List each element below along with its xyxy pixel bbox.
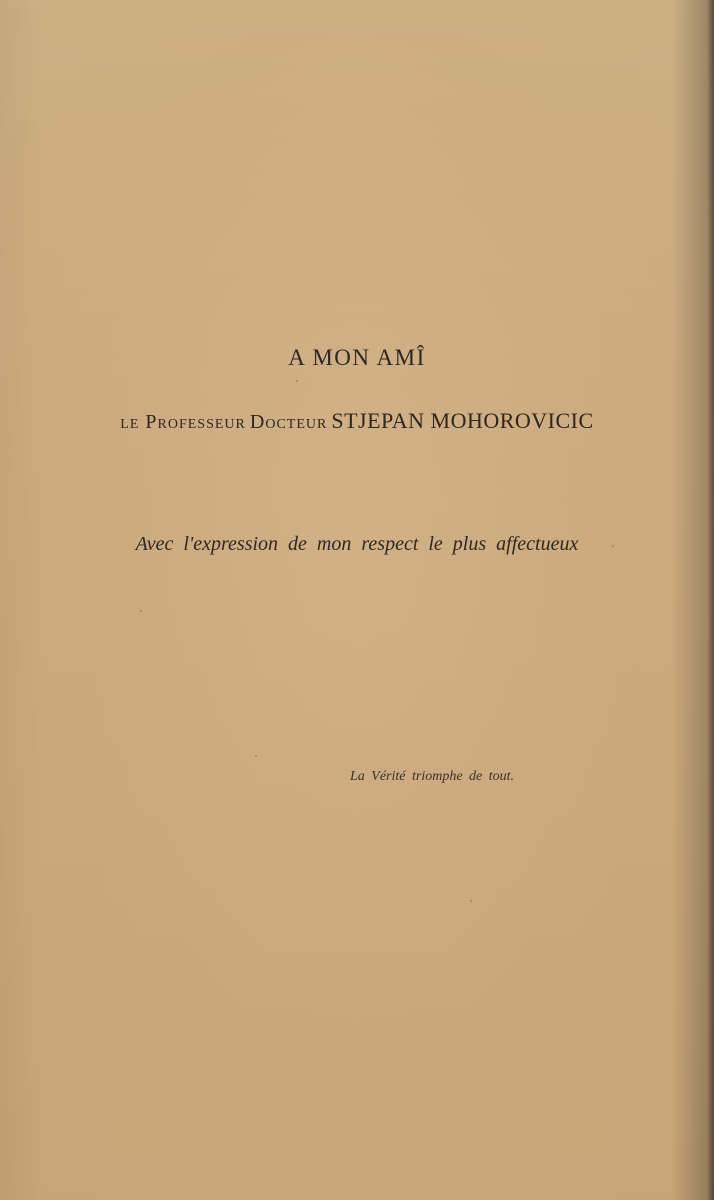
recipient-title-professor: le Professeur bbox=[120, 411, 246, 433]
recipient-title-doctor: Docteur bbox=[249, 411, 328, 433]
dedication-sentiment: Avec l'expression de mon respect le plus affectueux bbox=[135, 533, 579, 555]
page-edge-shadow bbox=[708, 0, 714, 1200]
epigraph-motto: La Vérité triomphe de tout. bbox=[350, 769, 515, 784]
paper-speck bbox=[255, 755, 257, 757]
paper-speck bbox=[296, 380, 298, 382]
dedication-recipient bbox=[0, 408, 714, 434]
recipient-name: STJEPAN MOHOROVICIC bbox=[331, 408, 594, 433]
paper-speck bbox=[140, 610, 142, 612]
paper-speck bbox=[470, 900, 472, 902]
dedication-title: A MON AMÎ bbox=[288, 345, 426, 370]
